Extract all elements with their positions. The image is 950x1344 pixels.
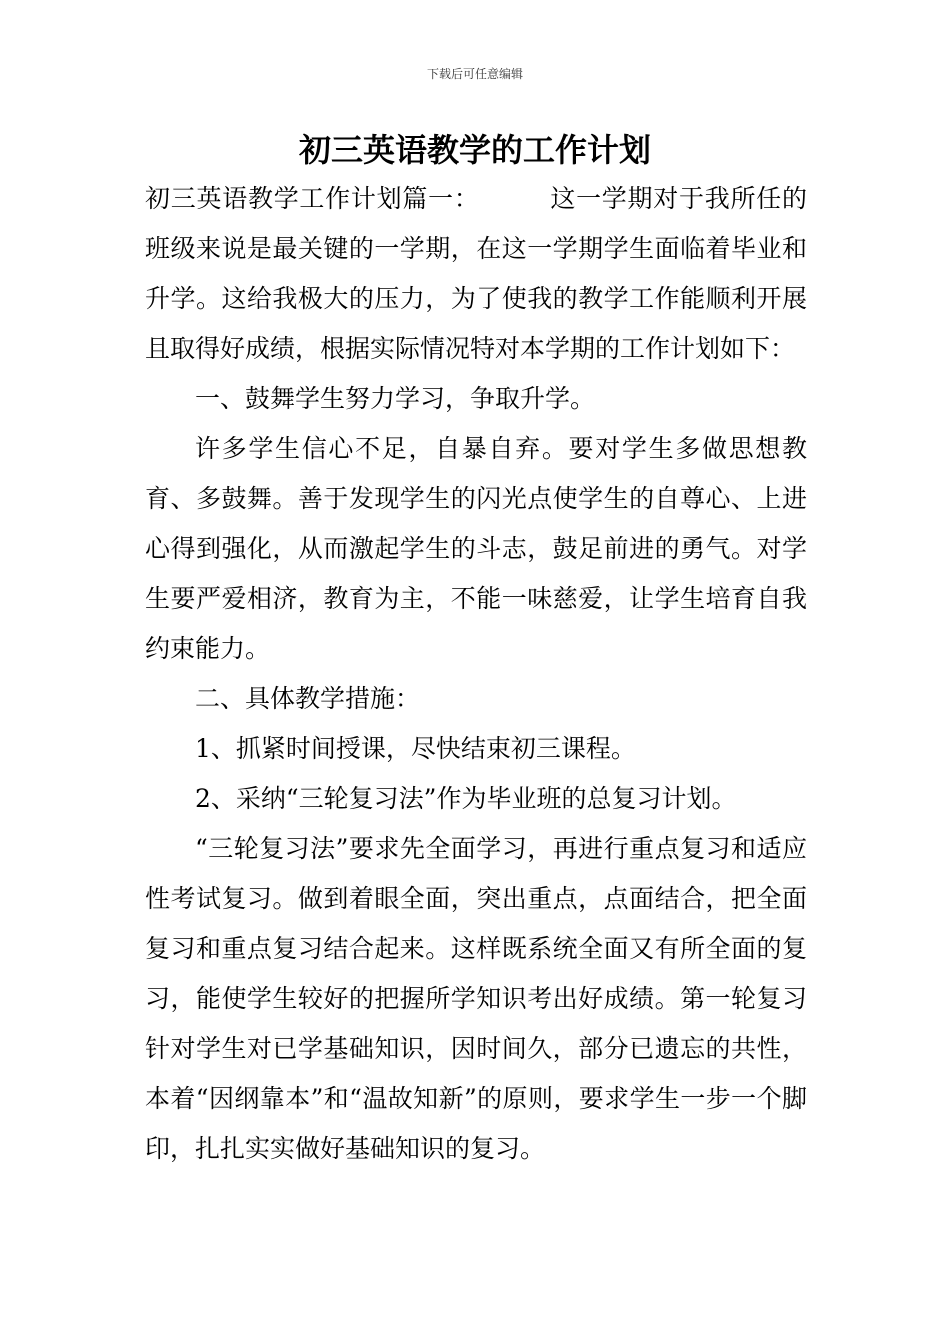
document-body <box>145 174 807 1174</box>
list-item-2: 2、采纳“三轮复习法”作为毕业班的总复习计划。 <box>195 784 737 813</box>
intro-paragraph <box>145 174 807 374</box>
header-note: 下载后可任意编辑 <box>426 67 523 81</box>
list-item-1: 1、抓紧时间授课，尽快结束初三课程。 <box>195 734 636 763</box>
section-one-heading: 一、鼓舞学生努力学习，争取升学。 <box>195 384 596 413</box>
section-one-body: 许多学生信心不足，自暴自弃。要对学生多做思想教育、多鼓舞。善于发现学生的闪光点使学生的自尊心、上进心得到强化，从而激起学生的斗志，鼓足前进的勇气。对学生要严爱相济，教育为主，不能一味慈爱，让学生培育自我约束能力。 <box>145 434 807 663</box>
section-two-heading: 二、具体教学措施： <box>195 684 421 713</box>
document-title: 初三英语教学的工作计划 <box>298 131 651 169</box>
intro-label: 初三英语教学工作计划篇一： <box>145 184 480 213</box>
intro-text: 这一学期对于我所任的班级来说是最关键的一学期，在这一学期学生面临着毕业和升学。这给我极大的压力，为了使我的教学工作能顺利开展且取得好成绩，根据实际情况特对本学期的工作计划如下： <box>145 184 807 363</box>
method-body: “三轮复习法”要求先全面学习，再进行重点复习和适应性考试复习。做到着眼全面，突出重点，点面结合，把全面复习和重点复习结合起来。这样既系统全面又有所全面的复习，能使学生较好的把握所学知识考出好成绩。第一轮复习针对学生对已学基础知识，因时间久，部分已遗忘的共性，本着“因纲靠本”和“温故知新”的原则，要求学生一步一个脚印，扎扎实实做好基础知识的复习。 <box>145 834 807 1163</box>
